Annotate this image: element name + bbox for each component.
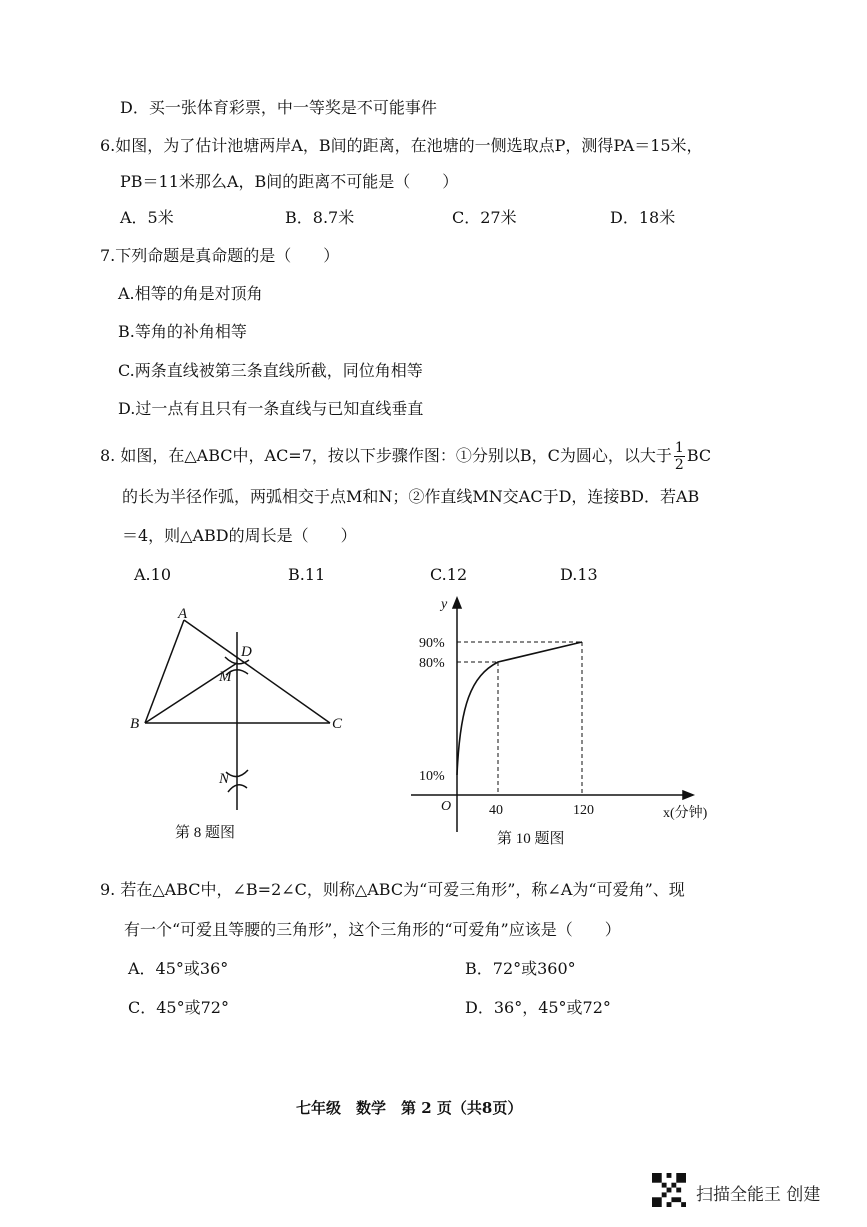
y-tick-label: 80% <box>419 656 445 671</box>
q9-option-c: C．45°或72° <box>128 998 229 1017</box>
figure-10-chart <box>405 592 740 854</box>
q7-option-b: B.等角的补角相等 <box>118 322 247 341</box>
x-tick-label: 40 <box>489 803 503 818</box>
q6-option-b: B．8.7米 <box>285 208 355 227</box>
q6-stem-line2: PB＝11米那么A，B间的距离不可能是（ ） <box>120 172 459 191</box>
q8-stem-line1-text: 8. 如图，在△ABC中，AC=7，按以下步骤作图：①分别以B，C为圆心，以大于 <box>100 446 672 465</box>
x-axis-arrow-icon <box>683 791 693 799</box>
q5-option-d: D．买一张体育彩票，中一等奖是不可能事件 <box>120 98 437 117</box>
q7-option-a: A.相等的角是对顶角 <box>118 284 263 303</box>
figure-8 <box>120 600 360 850</box>
q8-option-c: C.12 <box>430 565 468 584</box>
label-b: B <box>130 716 140 732</box>
y-tick-label: 10% <box>419 769 445 784</box>
q8-option-b: B.11 <box>288 565 326 584</box>
label-n: N <box>219 771 230 787</box>
q9-stem-line1: 9. 若在△ABC中，∠B=2∠C，则称△ABC为“可爱三角形”，称∠A为“可爱角”、现 <box>100 880 685 899</box>
fraction-one-half <box>674 440 685 473</box>
segment-ab <box>145 620 184 723</box>
q9-option-a: A．45°或36° <box>128 959 229 978</box>
q9-option-d: D．36°，45°或72° <box>465 998 611 1017</box>
q6-option-a: A．5米 <box>120 208 174 227</box>
q9-option-b: B．72°或360° <box>465 959 576 978</box>
x-tick-label: 120 <box>573 803 594 818</box>
q8-stem-line2: 的长为半径作弧，两弧相交于点M和N；②作直线MN交AC于D，连接BD．若AB <box>122 487 700 506</box>
fraction-numerator: 1 <box>674 440 684 456</box>
q7-stem: 7.下列命题是真命题的是（ ） <box>100 246 340 265</box>
q6-stem-line1: 6.如图，为了估计池塘两岸A，B间的距离，在池塘的一侧选取点P，测得PA＝15米， <box>100 136 703 155</box>
q8-stem-line1-bc: BC <box>686 446 712 465</box>
q8-stem-line3: ＝4，则△ABD的周长是（ ） <box>122 526 357 545</box>
qr-code-icon <box>652 1173 686 1207</box>
label-c: C <box>332 716 343 732</box>
q8-option-d: D.13 <box>560 565 598 584</box>
q7-option-c: C.两条直线被第三条直线所截，同位角相等 <box>118 361 423 380</box>
page-footer: 七年级 数学 第 2 页（共8页） <box>296 1099 523 1117</box>
label-d: D <box>241 644 252 660</box>
y-tick-label: 90% <box>419 636 445 651</box>
label-a: A <box>178 606 188 622</box>
origin-label: O <box>441 799 452 814</box>
figure-8-caption: 第 8 题图 <box>175 825 236 841</box>
q6-option-d: D．18米 <box>610 208 676 227</box>
y-axis-arrow-icon <box>453 598 461 608</box>
q8-option-a: A.10 <box>134 565 171 584</box>
q8-stem-line1 <box>100 440 711 473</box>
series-line <box>457 642 582 775</box>
fraction-denominator: 2 <box>674 457 684 473</box>
label-m: M <box>219 669 232 685</box>
q7-option-d: D.过一点有且只有一条直线与已知直线垂直 <box>118 399 424 418</box>
q9-stem-line2: 有一个“可爱且等腰的三角形”，这个三角形的“可爱角”应该是（ ） <box>124 920 621 939</box>
segment-ac <box>184 620 330 723</box>
y-axis-label: y <box>441 597 448 612</box>
x-axis-label: x(分钟) <box>663 806 708 821</box>
q6-option-c: C．27米 <box>452 208 517 227</box>
scanner-watermark: 扫描全能王 创建 <box>696 1185 821 1205</box>
figure-10-caption: 第 10 题图 <box>497 831 565 847</box>
